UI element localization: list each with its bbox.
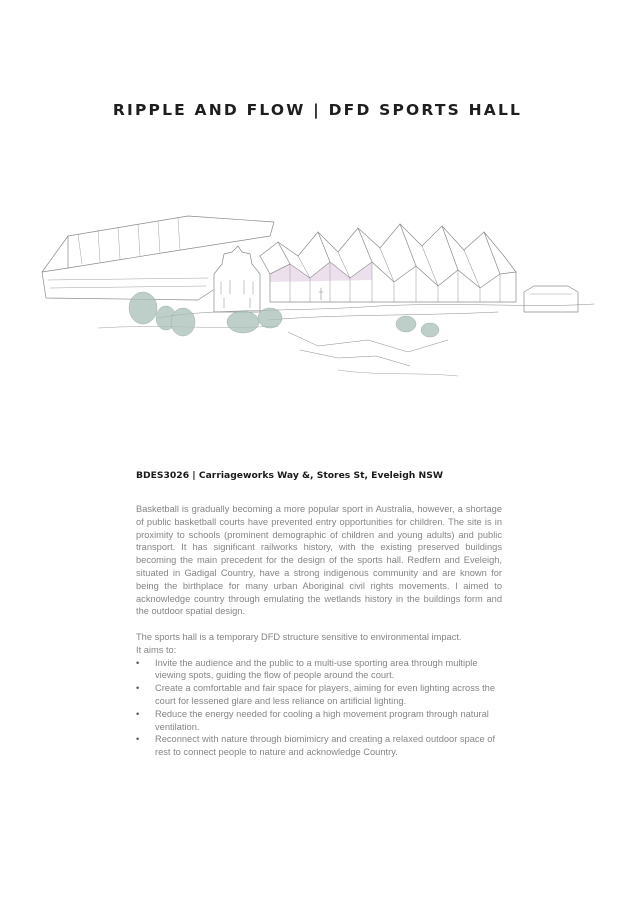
- bullet-icon: •: [136, 683, 140, 694]
- page-title: RIPPLE AND FLOW | DFD SPORTS HALL: [112, 101, 523, 119]
- aims-list: [136, 657, 502, 759]
- structure-paragraph: The sports hall is a temporary DFD structure sensitive to environmental impact.: [136, 631, 462, 642]
- bullet-icon: •: [136, 657, 140, 668]
- bullet-icon: •: [136, 734, 140, 745]
- project-description: [136, 503, 502, 759]
- bullet-icon: •: [136, 708, 140, 719]
- sports-hall-sketch: [38, 190, 598, 405]
- list-item: • Reconnect with nature through biomimicry and creating a relaxed outdoor space of rest to connect people to nature and acknowledge Country.: [136, 734, 496, 758]
- intro-paragraph: Basketball is gradually becoming a more popular sport in Australia, however, a shortage of public basketball courts have prevented entry opportunities for children. The site is in proximity to schools (prominent demographic of children and young adults) and public transport. It has significant railworks history, with the existing preserved buildings becoming the main precedent for the design of the sports hall. Redfern and Eveleigh, situated in Gadigal Country, have a strong indigenous community and are known for being the birthplace for many urban Aboriginal civil rights movements. I aimed to acknowledge country through emulating the wetlands history in the buildings form and the outdoor spatial design.: [136, 504, 502, 617]
- list-item: • Invite the audience and the public to a multi-use sporting area through multiple viewing spots, guiding the flow of people around the court.: [136, 657, 478, 681]
- list-item: • Reduce the energy needed for cooling a high movement program through natural ventilation.: [136, 708, 489, 732]
- aims-intro: It aims to:: [136, 644, 177, 655]
- list-item: • Create a comfortable and fair space for players, aiming for even lighting across the court for lessened glare and less reliance on artificial lighting.: [136, 683, 496, 706]
- project-subtitle: BDES3026 | Carriageworks Way &, Stores St, Eveleigh NSW: [136, 470, 443, 481]
